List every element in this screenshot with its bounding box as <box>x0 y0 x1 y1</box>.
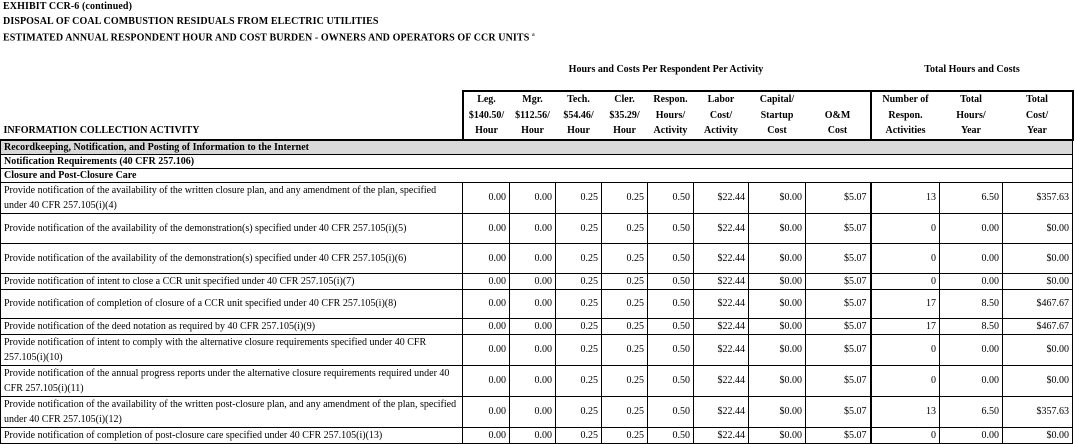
hours-cell: 0.50 <box>648 396 694 427</box>
document-title: DISPOSAL OF COAL COMBUSTION RESIDUALS FROM ELECTRIC UTILITIES <box>3 16 379 27</box>
labor-cost-cell: $22.44 <box>694 182 749 213</box>
tech-cell: 0.25 <box>556 213 602 243</box>
number-activities-cell: 17 <box>871 318 940 334</box>
cler-cell: 0.25 <box>602 273 648 289</box>
activity-cell: Provide notification of the availability of the written post-closure plan, and any amendment of the plan, specified under 40 CFR 257.105(i)(12) <box>1 396 463 427</box>
labor-cost-cell: $22.44 <box>694 273 749 289</box>
number-activities-cell: 0 <box>871 273 940 289</box>
tech-cell: 0.25 <box>556 243 602 273</box>
total-hours-cell: 0.00 <box>940 213 1003 243</box>
hours-cell: 0.50 <box>648 334 694 365</box>
burden-table <box>0 90 1074 444</box>
column-header-cler: Cler. $35.29/ Hour <box>602 91 648 140</box>
om-cost-cell: $5.07 <box>806 334 871 365</box>
cler-cell: 0.25 <box>602 318 648 334</box>
om-cost-cell: $5.07 <box>806 396 871 427</box>
leg-cell: 0.00 <box>463 243 510 273</box>
mgr-cell: 0.00 <box>510 182 556 213</box>
capital-cost-cell: $0.00 <box>749 243 806 273</box>
hours-cell: 0.50 <box>648 318 694 334</box>
labor-cost-cell: $22.44 <box>694 396 749 427</box>
leg-cell: 0.00 <box>463 289 510 318</box>
total-hours-cell: 0.00 <box>940 365 1003 396</box>
total-cost-cell: $0.00 <box>1003 365 1073 396</box>
total-cost-cell: $0.00 <box>1003 273 1073 289</box>
hours-cell: 0.50 <box>648 289 694 318</box>
table-row <box>1 182 1073 213</box>
leg-cell: 0.00 <box>463 365 510 396</box>
mgr-cell: 0.00 <box>510 318 556 334</box>
activity-cell: Provide notification of the availability of the demonstration(s) specified under 40 CFR 257.105(i)(6) <box>1 243 463 273</box>
number-activities-cell: 13 <box>871 182 940 213</box>
om-cost-cell: $5.07 <box>806 289 871 318</box>
hours-cell: 0.50 <box>648 213 694 243</box>
leg-cell: 0.00 <box>463 182 510 213</box>
mgr-cell: 0.00 <box>510 289 556 318</box>
total-hours-cell: 6.50 <box>940 396 1003 427</box>
section-heading-closure: Closure and Post-Closure Care <box>1 168 1073 182</box>
om-cost-cell: $5.07 <box>806 427 871 443</box>
leg-cell: 0.00 <box>463 213 510 243</box>
tech-cell: 0.25 <box>556 365 602 396</box>
number-activities-cell: 0 <box>871 213 940 243</box>
mgr-cell: 0.00 <box>510 334 556 365</box>
total-hours-cell: 0.00 <box>940 273 1003 289</box>
section-row <box>1 154 1073 168</box>
capital-cost-cell: $0.00 <box>749 427 806 443</box>
table-title <box>3 32 535 43</box>
hours-cell: 0.50 <box>648 182 694 213</box>
exhibit-title: EXHIBIT CCR-6 (continued) <box>3 1 132 12</box>
leg-cell: 0.00 <box>463 427 510 443</box>
capital-cost-cell: $0.00 <box>749 182 806 213</box>
tech-cell: 0.25 <box>556 289 602 318</box>
table-row <box>1 289 1073 318</box>
total-hours-cell: 0.00 <box>940 427 1003 443</box>
column-header-capital-cost: Capital/ Startup Cost <box>749 91 806 140</box>
capital-cost-cell: $0.00 <box>749 396 806 427</box>
group-header-totals: Total Hours and Costs <box>924 64 1020 75</box>
total-cost-cell: $357.63 <box>1003 182 1073 213</box>
tech-cell: 0.25 <box>556 273 602 289</box>
footnote-marker: a <box>531 32 535 38</box>
cler-cell: 0.25 <box>602 427 648 443</box>
table-row <box>1 243 1073 273</box>
total-hours-cell: 6.50 <box>940 182 1003 213</box>
labor-cost-cell: $22.44 <box>694 213 749 243</box>
labor-cost-cell: $22.44 <box>694 318 749 334</box>
activity-cell: Provide notification of the deed notation as required by 40 CFR 257.105(i)(9) <box>1 318 463 334</box>
total-hours-cell: 0.00 <box>940 334 1003 365</box>
activity-cell: Provide notification of intent to close a CCR unit specified under 40 CFR 257.105(i)(7) <box>1 273 463 289</box>
om-cost-cell: $5.07 <box>806 213 871 243</box>
cler-cell: 0.25 <box>602 334 648 365</box>
cler-cell: 0.25 <box>602 243 648 273</box>
activity-cell: Provide notification of the annual progress reports under the alternative closure requirements required under 40 CFR 257.105(i)(11) <box>1 365 463 396</box>
hours-cell: 0.50 <box>648 365 694 396</box>
number-activities-cell: 0 <box>871 243 940 273</box>
column-header-total-hours: Total Hours/ Year <box>940 91 1003 140</box>
hours-cell: 0.50 <box>648 243 694 273</box>
mgr-cell: 0.00 <box>510 365 556 396</box>
activity-cell: Provide notification of the availability of the demonstration(s) specified under 40 CFR 257.105(i)(5) <box>1 213 463 243</box>
labor-cost-cell: $22.44 <box>694 243 749 273</box>
labor-cost-cell: $22.44 <box>694 289 749 318</box>
om-cost-cell: $5.07 <box>806 365 871 396</box>
cler-cell: 0.25 <box>602 182 648 213</box>
column-header-mgr: Mgr. $112.56/ Hour <box>510 91 556 140</box>
mgr-cell: 0.00 <box>510 213 556 243</box>
column-header-row <box>1 91 1073 140</box>
mgr-cell: 0.00 <box>510 396 556 427</box>
column-header-number-activities: Number of Respon. Activities <box>871 91 940 140</box>
section-row <box>1 168 1073 182</box>
total-cost-cell: $0.00 <box>1003 334 1073 365</box>
table-title-text: ESTIMATED ANNUAL RESPONDENT HOUR AND COST BURDEN - OWNERS AND OPERATORS OF CCR UNITS <box>3 32 530 44</box>
labor-cost-cell: $22.44 <box>694 365 749 396</box>
total-hours-cell: 0.00 <box>940 243 1003 273</box>
leg-cell: 0.00 <box>463 334 510 365</box>
capital-cost-cell: $0.00 <box>749 213 806 243</box>
table-row <box>1 365 1073 396</box>
hours-cell: 0.50 <box>648 427 694 443</box>
capital-cost-cell: $0.00 <box>749 318 806 334</box>
number-activities-cell: 0 <box>871 427 940 443</box>
total-cost-cell: $467.67 <box>1003 289 1073 318</box>
column-header-total-cost: Total Cost/ Year <box>1003 91 1073 140</box>
section-heading-notification: Notification Requirements (40 CFR 257.106) <box>1 154 1073 168</box>
number-activities-cell: 0 <box>871 365 940 396</box>
group-header-per-respondent: Hours and Costs Per Respondent Per Activity <box>568 64 764 75</box>
mgr-cell: 0.00 <box>510 273 556 289</box>
table-row <box>1 334 1073 365</box>
table-row <box>1 273 1073 289</box>
om-cost-cell: $5.07 <box>806 318 871 334</box>
activity-cell: Provide notification of intent to comply with the alternative closure requirements specified under 40 CFR 257.105(i)(10) <box>1 334 463 365</box>
tech-cell: 0.25 <box>556 318 602 334</box>
mgr-cell: 0.00 <box>510 427 556 443</box>
column-header-leg: Leg. $140.50/ Hour <box>463 91 510 140</box>
table-row <box>1 213 1073 243</box>
column-header-om-cost: O&M Cost <box>806 91 871 140</box>
number-activities-cell: 17 <box>871 289 940 318</box>
activity-cell: Provide notification of completion of post-closure care specified under 40 CFR 257.105(i)(13) <box>1 427 463 443</box>
tech-cell: 0.25 <box>556 182 602 213</box>
total-cost-cell: $467.67 <box>1003 318 1073 334</box>
number-activities-cell: 13 <box>871 396 940 427</box>
mgr-cell: 0.00 <box>510 243 556 273</box>
tech-cell: 0.25 <box>556 427 602 443</box>
leg-cell: 0.00 <box>463 273 510 289</box>
activity-cell: Provide notification of completion of closure of a CCR unit specified under 40 CFR 257.105(i)(8) <box>1 289 463 318</box>
tech-cell: 0.25 <box>556 396 602 427</box>
leg-cell: 0.00 <box>463 318 510 334</box>
table-row <box>1 318 1073 334</box>
column-header-tech: Tech. $54.46/ Hour <box>556 91 602 140</box>
capital-cost-cell: $0.00 <box>749 273 806 289</box>
leg-cell: 0.00 <box>463 396 510 427</box>
total-hours-cell: 8.50 <box>940 318 1003 334</box>
section-row <box>1 140 1073 155</box>
total-cost-cell: $0.00 <box>1003 243 1073 273</box>
total-cost-cell: $0.00 <box>1003 427 1073 443</box>
om-cost-cell: $5.07 <box>806 182 871 213</box>
cler-cell: 0.25 <box>602 289 648 318</box>
labor-cost-cell: $22.44 <box>694 427 749 443</box>
number-activities-cell: 0 <box>871 334 940 365</box>
cler-cell: 0.25 <box>602 213 648 243</box>
capital-cost-cell: $0.00 <box>749 365 806 396</box>
total-hours-cell: 8.50 <box>940 289 1003 318</box>
column-header-respon-hours: Respon. Hours/ Activity <box>648 91 694 140</box>
om-cost-cell: $5.07 <box>806 273 871 289</box>
section-heading-recordkeeping: Recordkeeping, Notification, and Posting of Information to the Internet <box>1 140 1073 155</box>
cler-cell: 0.25 <box>602 365 648 396</box>
table-row <box>1 396 1073 427</box>
total-cost-cell: $357.63 <box>1003 396 1073 427</box>
labor-cost-cell: $22.44 <box>694 334 749 365</box>
cler-cell: 0.25 <box>602 396 648 427</box>
capital-cost-cell: $0.00 <box>749 289 806 318</box>
column-header-labor-cost: Labor Cost/ Activity <box>694 91 749 140</box>
column-header-activity: INFORMATION COLLECTION ACTIVITY <box>3 124 200 136</box>
capital-cost-cell: $0.00 <box>749 334 806 365</box>
total-cost-cell: $0.00 <box>1003 213 1073 243</box>
tech-cell: 0.25 <box>556 334 602 365</box>
activity-cell: Provide notification of the availability of the written closure plan, and any amendment of the plan, specified under 40 CFR 257.105(i)(4) <box>1 182 463 213</box>
om-cost-cell: $5.07 <box>806 243 871 273</box>
hours-cell: 0.50 <box>648 273 694 289</box>
